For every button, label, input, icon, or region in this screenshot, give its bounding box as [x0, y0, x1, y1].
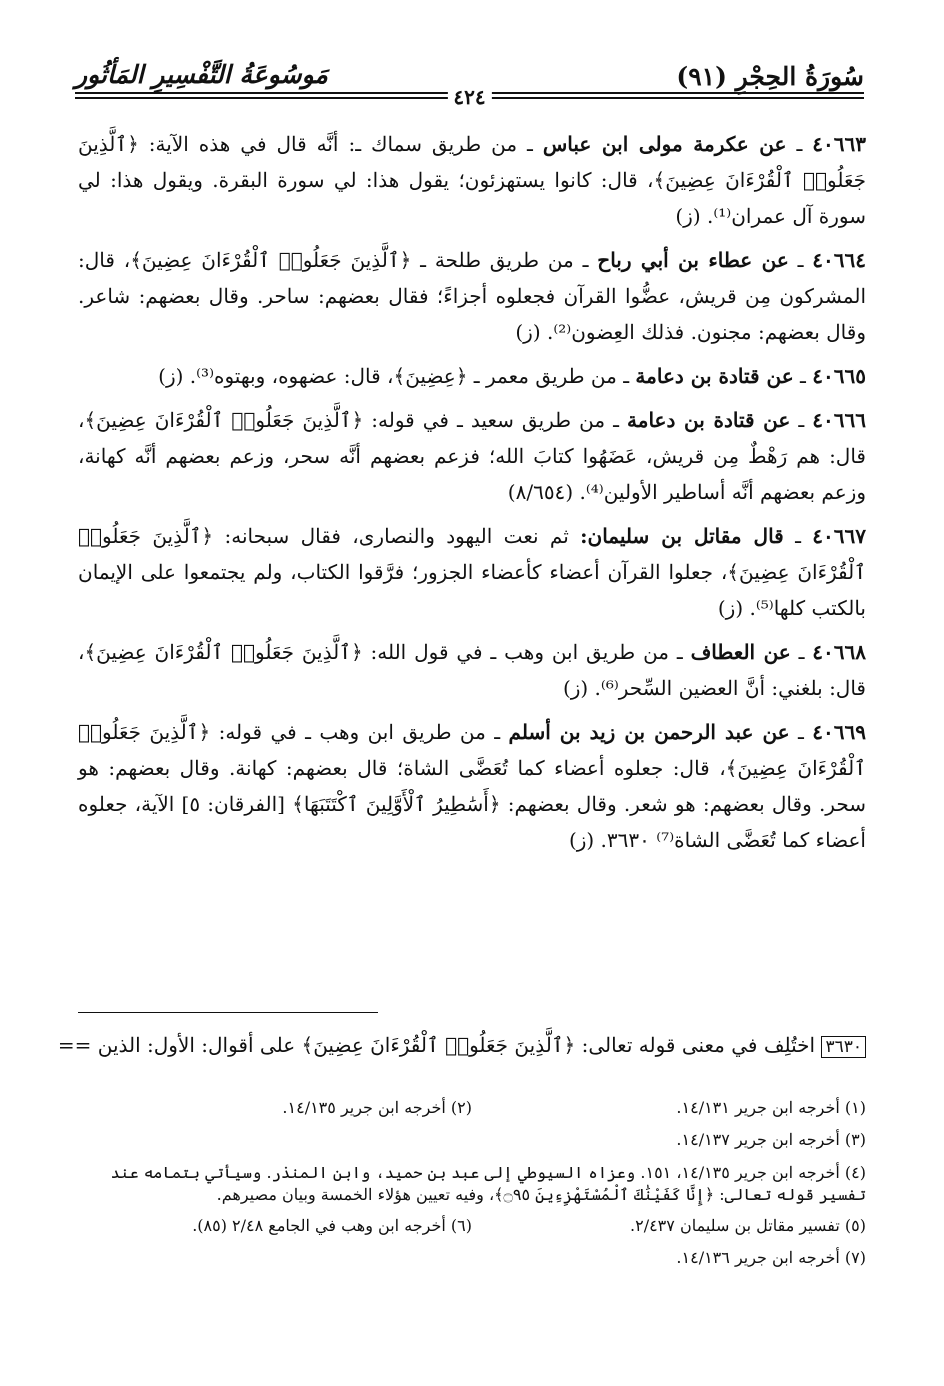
narration-text: ـ من طريق طلحة ـ ﴿ٱلَّذِينَ جَعَلُوا۟ ٱلْقُرْءَانَ عِضِينَ﴾، قال: المشركون مِن قريش، عضُّوا القرآن فجعلوه أجزاءً؛ فقال بعضهم: ساحر. وقال بعضهم: شاعر. وقال بعضهم: مجنون. فذلك العِضون⁽²⁾. (ز)	[78, 248, 866, 344]
commentary	[40, 1030, 866, 1062]
footnote-row	[78, 1242, 866, 1274]
narration-text: ـ من طريق ابن وهب ـ في قول الله: ﴿ٱلَّذِينَ جَعَلُوا۟ ٱلْقُرْءَانَ عِضِينَ﴾، قال: بلغني: أنَّ العضين السِّحر⁽⁶⁾. (ز)	[78, 640, 866, 700]
narration-text: ـ من طريق سماك ـ: أنَّه قال في هذه الآية: ﴿ٱلَّذِينَ جَعَلُوا۟ ٱلْقُرْءَانَ عِضِينَ﴾، قال: كانوا يستهزئون؛ يقول هذا: لي سورة البقرة. ويقول هذا: لي سورة آل عمران⁽¹⁾. (ز)	[78, 132, 866, 228]
narration-number: ٤٠٦٦٣	[812, 132, 867, 156]
footnote: (٥) تفسير مقاتل بن سليمان ٢/٤٣٧.	[630, 1216, 866, 1235]
narrator: عن عبد الرحمن بن زيد بن أسلم	[508, 720, 790, 744]
narration: ٤٠٦٦٩ ـ عن عبد الرحمن بن زيد بن أسلم ـ من طريق ابن وهب ـ في قوله: ﴿ٱلَّذِينَ جَعَلُوا۟ ٱلْقُرْءَانَ عِضِينَ﴾، قال: جعلوه أعضاء كما تُعَضَّى الشاة؛ قال بعضهم: كهانة. وقال بعضهم: هو سحر. وقال بعضهم: هو شعر. وقال بعضهم: ﴿أَسَٰطِيرُ ٱلْأَوَّلِينَ ٱكْتَتَبَهَا﴾ [الفرقان: ٥] الآية، جعلوه أعضاء كما تُعَضَّى الشاة⁽⁷⁾ ٣٦٣٠. (ز)	[78, 720, 867, 852]
narration: ٤٠٦٦٣ ـ عن عكرمة مولى ابن عباس ـ من طريق سماك ـ: أنَّه قال في هذه الآية: ﴿ٱلَّذِينَ جَعَلُوا۟ ٱلْقُرْءَانَ عِضِينَ﴾، قال: كانوا يستهزئون؛ يقول هذا: لي سورة البقرة. ويقول هذا: لي سورة آل عمران⁽¹⁾. (ز)	[78, 132, 867, 228]
narrator: عن العطاف	[690, 640, 791, 664]
footnotes	[78, 1092, 866, 1274]
commentary-number: ٣٦٣٠	[821, 1036, 866, 1058]
surah-title: سُورَةُ الحِجْرِ (٩١)	[676, 62, 864, 91]
narration: ٤٠٦٦٥ ـ عن قتادة بن دعامة ـ من طريق معمر ـ ﴿عِضِينَ﴾، قال: عضهوه، وبهتوه⁽³⁾. (ز)	[158, 364, 866, 388]
footnote: (٦) أخرجه ابن وهب في الجامع ٢/٤٨ (٨٥).	[192, 1216, 472, 1235]
page-number: ٤٢٤	[447, 85, 491, 109]
narration-text: ـ من طريق ابن وهب ـ في قوله: ﴿ٱلَّذِينَ جَعَلُوا۟ ٱلْقُرْءَانَ عِضِينَ﴾، قال: جعلوه أعضاء كما تُعَضَّى الشاة؛ قال بعضهم: كهانة. وقال بعضهم: هو سحر. وقال بعضهم: هو شعر. وقال بعضهم: ﴿أَسَٰطِيرُ ٱلْأَوَّلِينَ ٱكْتَتَبَهَا﴾ [الفرقان: ٥] الآية، جعلوه أعضاء كما تُعَضَّى الشاة⁽⁷⁾ ٣٦٣٠. (ز)	[78, 720, 867, 852]
narration: ٤٠٦٦٤ ـ عن عطاء بن أبي رباح ـ من طريق طلحة ـ ﴿ٱلَّذِينَ جَعَلُوا۟ ٱلْقُرْءَانَ عِضِينَ﴾، قال: المشركون مِن قريش، عضُّوا القرآن فجعلوه أجزاءً؛ فقال بعضهم: ساحر. وقال بعضهم: شاعر. وقال بعضهم: مجنون. فذلك العِضون⁽²⁾. (ز)	[78, 248, 867, 344]
footnote: (٧) أخرجه ابن جرير ١٤/١٣٦.	[676, 1248, 866, 1267]
narrator: عن عكرمة مولى ابن عباس	[542, 132, 787, 156]
narration-text: ـ من طريق سعيد ـ في قوله: ﴿ٱلَّذِينَ جَعَلُوا۟ ٱلْقُرْءَانَ عِضِينَ﴾، قال: هم رَهْطٌ مِن قريش، عَضَهُوا كتابَ الله؛ فزعم بعضهم أنَّه سحر، وزعم بعضهم أنَّه كهانة، وزعم بعضهم أنَّه أساطير الأولين⁽⁴⁾. (٨/٦٥٤)	[78, 408, 866, 504]
narration: ٤٠٦٦٨ ـ عن العطاف ـ من طريق ابن وهب ـ في قول الله: ﴿ٱلَّذِينَ جَعَلُوا۟ ٱلْقُرْءَانَ عِضِينَ﴾، قال: بلغني: أنَّ العضين السِّحر⁽⁶⁾. (ز)	[78, 640, 867, 700]
footnote-row	[78, 1124, 866, 1156]
narrator: عن قتادة بن دعامة	[627, 408, 791, 432]
narration: ٤٠٦٦٧ ـ قال مقاتل بن سليمان: ثم نعت اليهود والنصارى، فقال سبحانه: ﴿ٱلَّذِينَ جَعَلُوا۟ ٱلْقُرْءَانَ عِضِينَ﴾، جعلوا القرآن أعضاء كأعضاء الجزور؛ فرَّقوا الكتاب، ولم يجتمعوا على الإيمان بالكتب كلها⁽⁵⁾. (ز)	[78, 524, 867, 620]
series-title: مَوسُوعَةُ التَّفْسِيرِ المَأثُور	[75, 60, 328, 89]
narrator: عن قتادة بن دعامة	[635, 364, 794, 388]
footnote: (١) أخرجه ابن جرير ١٤/١٣١.	[676, 1098, 866, 1117]
narration: ٤٠٦٦٦ ـ عن قتادة بن دعامة ـ من طريق سعيد ـ في قوله: ﴿ٱلَّذِينَ جَعَلُوا۟ ٱلْقُرْءَانَ عِضِينَ﴾، قال: هم رَهْطٌ مِن قريش، عَضَهُوا كتابَ الله؛ فزعم بعضهم أنَّه سحر، وزعم بعضهم أنَّه كهانة، وزعم بعضهم أنَّه أساطير الأولين⁽⁴⁾. (٨/٦٥٤)	[78, 408, 866, 504]
narration-number: ٤٠٦٦٦	[812, 408, 866, 432]
narrator: قال مقاتل بن سليمان:	[580, 524, 784, 548]
narrations	[78, 126, 866, 866]
commentary-text: اختُلِف في معنى قوله تعالى: ﴿ٱلَّذِينَ جَعَلُوا۟ ٱلْقُرْءَانَ عِضِينَ﴾ على أقوال: الأول: الذين ==	[57, 1033, 816, 1057]
footnote: (٢) أخرجه ابن جرير ١٤/١٣٥.	[282, 1098, 472, 1117]
page-header	[75, 52, 864, 107]
narration-text: ثم نعت اليهود والنصارى، فقال سبحانه: ﴿ٱلَّذِينَ جَعَلُوا۟ ٱلْقُرْءَانَ عِضِينَ﴾، جعلوا القرآن أعضاء كأعضاء الجزور؛ فرَّقوا الكتاب، ولم يجتمعوا على الإيمان بالكتب كلها⁽⁵⁾. (ز)	[78, 524, 866, 620]
narration-number: ٤٠٦٦٧	[812, 524, 867, 548]
narrator: عن عطاء بن أبي رباح	[597, 248, 789, 272]
narration-number: ٤٠٦٦٨	[812, 640, 867, 664]
narration-text: ـ من طريق معمر ـ ﴿عِضِينَ﴾، قال: عضهوه، وبهتوه⁽³⁾. (ز)	[158, 364, 630, 388]
narration-number: ٤٠٦٦٩	[812, 720, 866, 744]
footnote-row	[78, 1092, 866, 1124]
footnote: (٣) أخرجه ابن جرير ١٤/١٣٧.	[676, 1130, 866, 1149]
footnote: (٤) أخرجه ابن جرير ١٤/١٣٥، ١٥١. وعزاه السيوطي إلى عبد بن حميد، وابن المنذر. وسيأتي بتمامه عند تفسير قوله تعالى: ﴿إِنَّا كَفَيْنَٰكَ ٱلْمُسْتَهْزِءِينَ ۝٩٥﴾، وفيه تعيين هؤلاء الخمسة وبيان مصيرهم.	[110, 1163, 866, 1204]
footnote-row	[78, 1210, 866, 1242]
footnote-separator	[78, 1012, 378, 1013]
narration-number: ٤٠٦٦٤	[812, 248, 867, 272]
narration-number: ٤٠٦٦٥	[812, 364, 866, 388]
